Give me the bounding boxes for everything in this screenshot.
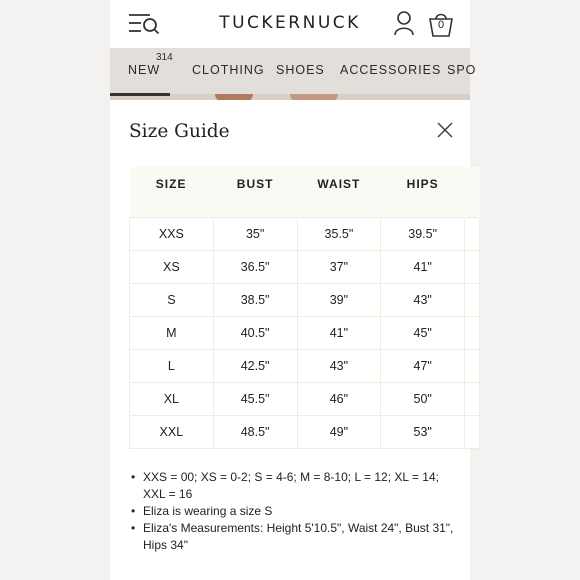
size-table xyxy=(129,167,480,449)
table-cell: M xyxy=(130,316,214,349)
table-cell: 46" xyxy=(297,382,381,415)
table-cell: L xyxy=(130,349,214,382)
column-header-waist: WAIST xyxy=(297,167,381,217)
table-cell: 45.5" xyxy=(213,382,297,415)
column-header-bust: BUST xyxy=(213,167,297,217)
note-model-measurements: • Eliza's Measurements: Height 5'10.5", Waist 24", Bust 31", Hips 34" xyxy=(129,520,459,554)
column-header-overflow xyxy=(465,167,480,217)
table-cell: 35" xyxy=(213,217,297,250)
table-cell: 42.5" xyxy=(213,349,297,382)
nav-item-sport[interactable]: SPO xyxy=(447,63,477,77)
table-cell: 49" xyxy=(297,415,381,448)
table-cell: 47" xyxy=(381,349,465,382)
nav-item-accessories[interactable]: ACCESSORIES xyxy=(340,63,442,77)
modal-title: Size Guide xyxy=(129,121,230,142)
size-notes xyxy=(129,469,459,554)
table-cell: 35.5" xyxy=(297,217,381,250)
table-cell xyxy=(465,283,480,316)
table-cell: XL xyxy=(130,382,214,415)
brand-logo[interactable]: TUCKERNUCK xyxy=(219,13,361,33)
table-cell xyxy=(465,316,480,349)
table-cell: 37" xyxy=(297,250,381,283)
table-row xyxy=(130,382,480,415)
table-header-row xyxy=(130,167,480,217)
table-cell: XS xyxy=(130,250,214,283)
table-cell xyxy=(465,250,480,283)
table-row xyxy=(130,415,480,448)
table-row xyxy=(130,250,480,283)
table-cell: 50" xyxy=(381,382,465,415)
table-cell: 36.5" xyxy=(213,250,297,283)
table-cell: 39.5" xyxy=(381,217,465,250)
nav-item-new[interactable]: NEW xyxy=(128,63,161,77)
table-cell: 39" xyxy=(297,283,381,316)
note-model-size: • Eliza is wearing a size S xyxy=(129,503,459,520)
bag-count: 0 xyxy=(437,19,445,31)
column-header-size: SIZE xyxy=(130,167,214,217)
nav-item-clothing[interactable]: CLOTHING xyxy=(192,63,265,77)
table-cell: 43" xyxy=(381,283,465,316)
table-cell xyxy=(465,382,480,415)
table-cell: 38.5" xyxy=(213,283,297,316)
table-cell: 48.5" xyxy=(213,415,297,448)
table-cell: 41" xyxy=(381,250,465,283)
background-left xyxy=(0,0,110,580)
active-nav-indicator xyxy=(110,93,170,96)
close-icon[interactable] xyxy=(435,120,455,140)
table-cell xyxy=(465,349,480,382)
category-nav xyxy=(110,48,477,94)
table-row xyxy=(130,349,480,382)
table-cell: S xyxy=(130,283,214,316)
table-cell: XXS xyxy=(130,217,214,250)
table-row xyxy=(130,283,480,316)
table-cell xyxy=(465,217,480,250)
table-cell xyxy=(465,415,480,448)
mobile-page xyxy=(110,0,477,580)
note-size-conversion: • XXS = 00; XS = 0-2; S = 4-6; M = 8-10; L = 12; XL = 14; XXL = 16 xyxy=(129,469,459,503)
size-guide-modal xyxy=(110,100,470,580)
table-cell: XXL xyxy=(130,415,214,448)
table-row xyxy=(130,316,480,349)
table-row xyxy=(130,217,480,250)
table-cell: 43" xyxy=(297,349,381,382)
account-icon[interactable] xyxy=(393,10,415,36)
nav-item-shoes[interactable]: SHOES xyxy=(276,63,325,77)
table-cell: 53" xyxy=(381,415,465,448)
top-bar xyxy=(110,0,470,48)
nav-new-count: 314 xyxy=(156,52,173,63)
table-cell: 41" xyxy=(297,316,381,349)
background-right xyxy=(470,0,580,580)
column-header-hips: HIPS xyxy=(381,167,465,217)
table-cell: 40.5" xyxy=(213,316,297,349)
table-cell: 45" xyxy=(381,316,465,349)
